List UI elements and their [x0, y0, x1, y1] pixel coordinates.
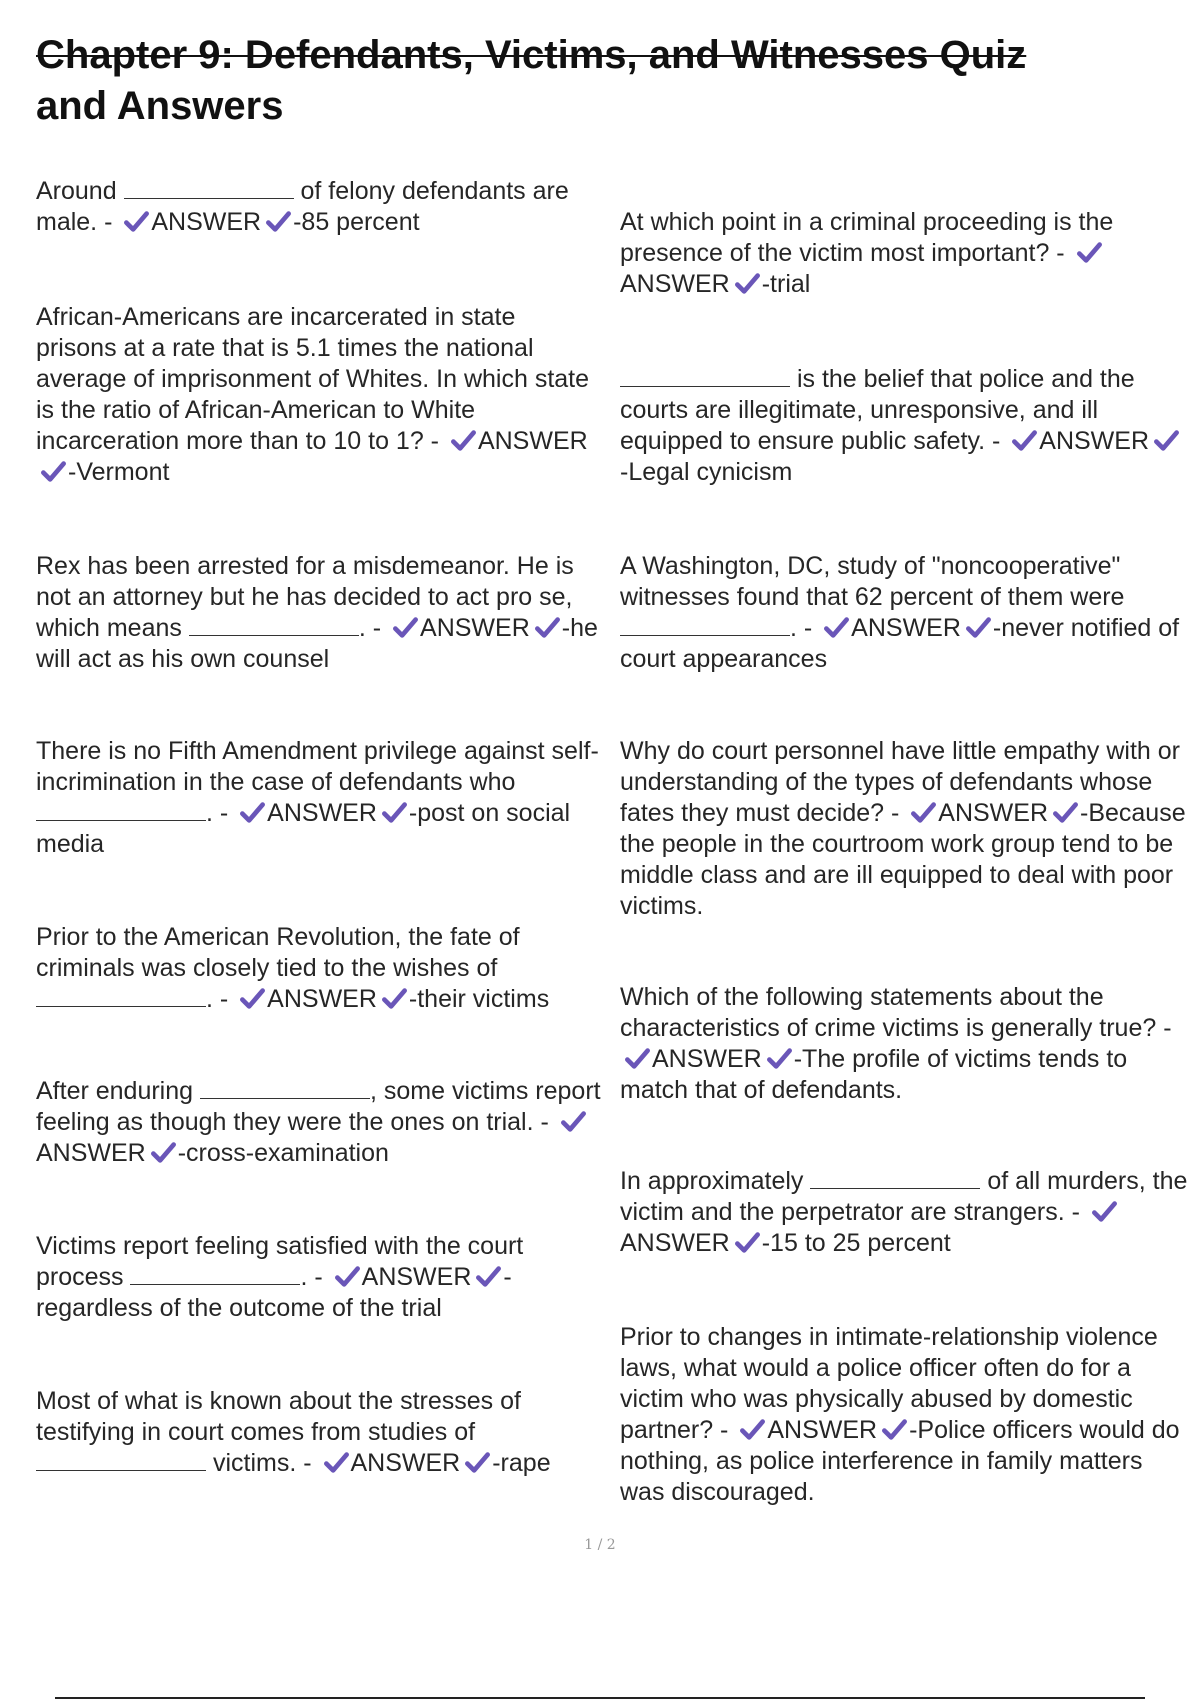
- check-icon: [381, 799, 408, 826]
- answer-blank: [36, 800, 206, 821]
- check-icon: [910, 799, 937, 826]
- answer-text: -Police officers would do nothing, as police interference in family matters was discouraged.: [620, 1416, 1180, 1506]
- qa-item: [36, 302, 601, 488]
- check-icon: [1153, 427, 1180, 454]
- question-text: Rex has been arrested for a misdemeanor. He is not an attorney but he has decided to act pro se, which means: [36, 552, 574, 642]
- check-icon: [464, 1449, 491, 1476]
- answer-text: -Vermont: [68, 458, 170, 486]
- question-text: At which point in a criminal proceeding is the presence of the victim most important? -: [620, 208, 1114, 267]
- check-icon: [560, 1108, 587, 1135]
- question-text: Prior to the American Revolution, the fate of criminals was closely tied to the wishes of: [36, 923, 520, 982]
- title-line-2: and Answers: [36, 84, 284, 128]
- answer-text: -Legal cynicism: [620, 458, 793, 486]
- qa-item: [620, 1322, 1188, 1508]
- question-text: is the belief that police and the courts are illegitimate, unresponsive, and ill equipped to ensure public safety. -: [620, 365, 1135, 455]
- check-icon: [323, 1449, 350, 1476]
- question-text: . -: [300, 1263, 330, 1291]
- question-text: Around: [36, 177, 124, 205]
- answer-label: ANSWER: [420, 614, 530, 642]
- qa-item: [620, 551, 1188, 675]
- check-icon: [392, 614, 419, 641]
- answer-text: -never notified of court appearances: [620, 614, 1180, 673]
- answer-blank: [36, 986, 206, 1007]
- answer-text: -he will act as his own counsel: [36, 614, 598, 673]
- answer-label: ANSWER: [767, 1416, 878, 1444]
- answer-blank: [36, 1450, 206, 1471]
- qa-item: [620, 207, 1188, 300]
- check-icon: [40, 458, 67, 485]
- qa-item: [620, 982, 1188, 1106]
- answer-text: -their victims: [408, 985, 550, 1013]
- qa-item: [620, 736, 1188, 922]
- check-icon: [1076, 239, 1103, 266]
- answer-label: ANSWER: [620, 270, 730, 298]
- answer-label: ANSWER: [1039, 427, 1150, 455]
- check-icon: [881, 1416, 908, 1443]
- check-icon: [823, 614, 850, 641]
- answer-label: ANSWER: [350, 1449, 461, 1477]
- answer-label: ANSWER: [267, 985, 377, 1013]
- title-line-1: Chapter 9: Defendants, Victims, and Witnesses Quiz: [36, 33, 1027, 77]
- question-text: Prior to changes in intimate-relationship violence laws, what would a police officer often do for a victim who was physically abused by domestic partner? -: [620, 1323, 1158, 1444]
- check-icon: [624, 1045, 651, 1072]
- question-text: of felony defendants are male. -: [36, 177, 569, 236]
- answer-label: ANSWER: [938, 799, 1048, 827]
- question-text: There is no Fifth Amendment privilege against self-incrimination in the case of defendants who: [36, 737, 599, 796]
- question-text: victims. -: [206, 1449, 319, 1477]
- answer-blank: [189, 615, 359, 636]
- check-icon: [734, 270, 761, 297]
- answer-blank: [620, 366, 790, 387]
- qa-item: [36, 736, 601, 860]
- question-text: After enduring: [36, 1077, 200, 1105]
- question-text: Why do court personnel have little empathy with or understanding of the types of defendants whose fates they must decide? -: [620, 737, 1180, 827]
- qa-item: [36, 1386, 601, 1479]
- answer-blank: [124, 178, 294, 199]
- answer-text: -The profile of victims tends to match that of defendants.: [620, 1045, 1128, 1104]
- qa-item: [36, 176, 601, 238]
- qa-item: [36, 1231, 601, 1324]
- check-icon: [739, 1416, 766, 1443]
- question-text: Most of what is known about the stresses of testifying in court comes from studies of: [36, 1387, 521, 1446]
- check-icon: [265, 208, 292, 235]
- document-title: [36, 30, 1156, 132]
- check-icon: [1011, 427, 1038, 454]
- answer-text: -trial: [761, 270, 811, 298]
- check-icon: [334, 1263, 361, 1290]
- question-text: . -: [790, 614, 820, 642]
- question-text: Victims report feeling satisfied with the court process: [36, 1232, 524, 1291]
- check-icon: [1052, 799, 1079, 826]
- answer-text: -regardless of the outcome of the trial: [36, 1263, 512, 1322]
- answer-text: -Because the people in the courtroom work group tend to be middle class and are ill equipped to deal with poor victims.: [620, 799, 1186, 920]
- question-text: Which of the following statements about the characteristics of crime victims is generally true? -: [620, 983, 1172, 1042]
- qa-item: [36, 1076, 601, 1169]
- answer-label: ANSWER: [151, 208, 262, 236]
- answer-blank: [130, 1264, 300, 1285]
- check-icon: [734, 1229, 761, 1256]
- qa-item: [620, 364, 1188, 488]
- check-icon: [965, 614, 992, 641]
- answer-blank: [620, 615, 790, 636]
- answer-label: ANSWER: [620, 1229, 730, 1257]
- question-text: A Washington, DC, study of "noncooperative" witnesses found that 62 percent of them were: [620, 552, 1125, 611]
- qa-item: [36, 551, 601, 675]
- check-icon: [475, 1263, 502, 1290]
- page-bottom-rule: [55, 1697, 1145, 1699]
- answer-label: ANSWER: [361, 1263, 472, 1291]
- question-text: of all murders, the victim and the perpetrator are strangers. -: [620, 1167, 1188, 1226]
- check-icon: [239, 799, 266, 826]
- answer-text: -rape: [492, 1449, 551, 1477]
- question-text: . -: [206, 985, 236, 1013]
- check-icon: [239, 985, 266, 1012]
- answer-blank: [810, 1168, 980, 1189]
- answer-text: -85 percent: [293, 208, 420, 236]
- answer-label: ANSWER: [652, 1045, 762, 1073]
- question-text: . -: [206, 799, 236, 827]
- answer-text: -cross-examination: [177, 1139, 389, 1167]
- check-icon: [123, 208, 150, 235]
- answer-label: ANSWER: [851, 614, 961, 642]
- question-text: In approximately: [620, 1167, 811, 1195]
- answer-label: ANSWER: [267, 799, 377, 827]
- answer-text: -15 to 25 percent: [761, 1229, 951, 1257]
- check-icon: [150, 1139, 177, 1166]
- question-text: , some victims report feeling as though they were the ones on trial. -: [36, 1077, 601, 1136]
- check-icon: [1091, 1198, 1118, 1225]
- qa-item: [620, 1166, 1188, 1259]
- qa-item: [36, 922, 601, 1015]
- question-text: African-Americans are incarcerated in state prisons at a rate that is 5.1 times the national average of imprisonment of Whites. In which state is the ratio of African-American to White incarceration more than to 10 to 1? -: [36, 303, 590, 455]
- question-text: . -: [358, 614, 389, 642]
- answer-blank: [200, 1078, 370, 1099]
- answer-label: ANSWER: [36, 1139, 146, 1167]
- answer-label: ANSWER: [477, 427, 588, 455]
- check-icon: [534, 614, 561, 641]
- page-number: 1 / 2: [584, 1537, 616, 1553]
- check-icon: [381, 985, 408, 1012]
- answer-text: -post on social media: [36, 799, 571, 858]
- check-icon: [450, 427, 477, 454]
- check-icon: [766, 1045, 793, 1072]
